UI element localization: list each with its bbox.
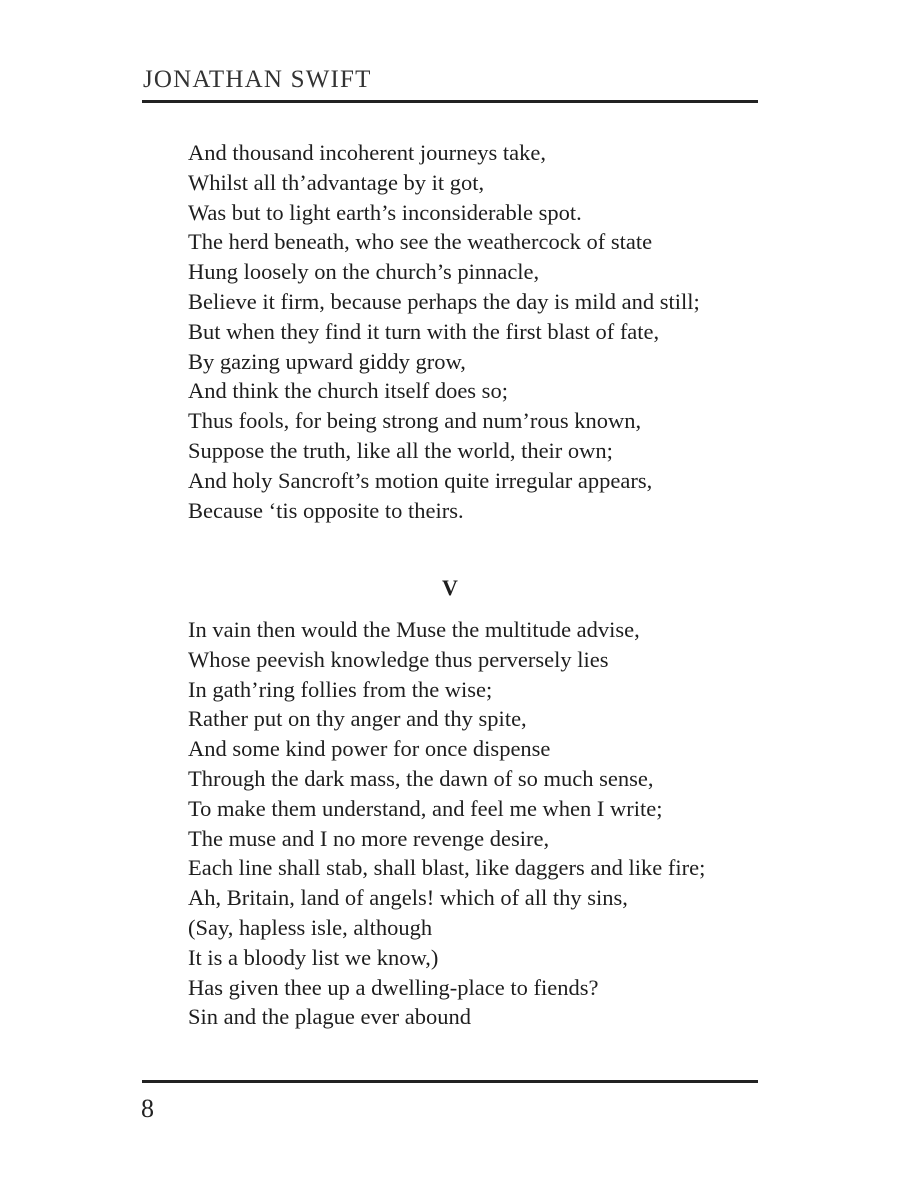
verse-line: Through the dark mass, the dawn of so much sense,: [188, 765, 654, 791]
verse-line: Rather put on thy anger and thy spite,: [188, 706, 527, 732]
verse-line: To make them understand, and feel me when I write;: [188, 795, 663, 821]
stanza-1: [188, 138, 700, 525]
stanza-2: [188, 615, 705, 1032]
verse-line: And thousand incoherent journeys take,: [188, 140, 547, 165]
verse-line: Hung loosely on the church’s pinnacle,: [188, 259, 540, 285]
verse-line: It is a bloody list we know,): [188, 944, 439, 970]
verse-line: And some kind power for once dispense: [188, 736, 551, 762]
verse-line: Sin and the plague ever abound: [188, 1004, 472, 1030]
section-heading: V: [442, 575, 458, 600]
verse-line: Whilst all th’advantage by it got,: [188, 169, 485, 195]
verse-line: Was but to light earth’s inconsiderable spot.: [188, 199, 582, 225]
verse-line: Because ‘tis opposite to theirs.: [188, 497, 464, 523]
verse-line: And holy Sancroft’s motion quite irregular appears,: [188, 467, 653, 493]
verse-line: The muse and I no more revenge desire,: [188, 825, 550, 851]
verse-line: By gazing upward giddy grow,: [188, 348, 466, 374]
verse-line: In vain then would the Muse the multitude advise,: [188, 617, 640, 642]
verse-line: Has given thee up a dwelling-place to fiends?: [188, 974, 599, 1000]
verse-line: Thus fools, for being strong and num’rous known,: [188, 408, 642, 434]
running-head: JONATHAN SWIFT: [143, 66, 372, 93]
header-rule: [142, 100, 758, 103]
verse-line: Ah, Britain, land of angels! which of all thy sins,: [188, 885, 628, 911]
verse-line: But when they find it turn with the first blast of fate,: [188, 318, 660, 344]
verse-line: In gath’ring follies from the wise;: [188, 676, 493, 702]
verse-line: Whose peevish knowledge thus perversely lies: [188, 646, 609, 672]
verse-line: (Say, hapless isle, although: [188, 914, 433, 940]
verse-line: The herd beneath, who see the weathercock of state: [188, 229, 653, 255]
verse-line: And think the church itself does so;: [188, 378, 508, 404]
verse-line: Believe it firm, because perhaps the day is mild and still;: [188, 288, 700, 314]
page-number: 8: [141, 1094, 154, 1123]
footer-rule: [142, 1080, 758, 1083]
verse-line: Each line shall stab, shall blast, like daggers and like fire;: [188, 855, 706, 881]
verse-line: Suppose the truth, like all the world, their own;: [188, 437, 613, 463]
